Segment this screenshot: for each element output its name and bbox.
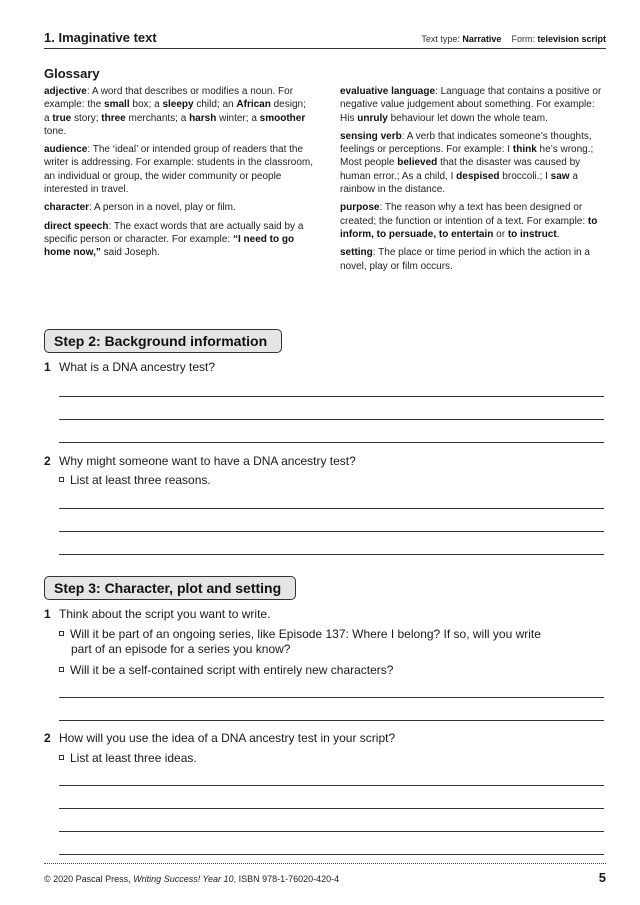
bullet-text: Will it be part of an ongoing series, like Episode 137: Where I belong? If so, will you write bbox=[70, 627, 541, 641]
question-text: Think about the script you want to write. bbox=[59, 607, 271, 621]
book-title: Writing Success! Year 10 bbox=[133, 874, 234, 884]
glossary-entry bbox=[340, 201, 610, 241]
glossary-term: setting bbox=[340, 247, 373, 259]
glossary-definition: : The exact words that are actually said by a specific person or character. For example: “I need to go home now,” said Joseph. bbox=[44, 220, 304, 259]
glossary-definition: : A verb that indicates someone’s thoughts, feelings or perceptions. For example: I think he’s wrong.; Most people believed that the disaster was caused by human error.; As a child, I despised broccoli.; I saw a rainbow in the distance. bbox=[340, 130, 594, 196]
glossary-definition: : The place or time period in which the action in a novel, play or film occurs. bbox=[340, 247, 590, 272]
bullet-text: Will it be a self-contained script with entirely new characters? bbox=[70, 663, 394, 677]
answer-line[interactable] bbox=[59, 419, 604, 420]
copyright bbox=[44, 874, 339, 884]
text-type-value: Narrative bbox=[462, 34, 502, 44]
question-3-2 bbox=[44, 731, 395, 745]
glossary-definition: : The ‘ideal’ or intended group of readers that the writer is addressing. For example: students in the classroom, an individual or group, the wider community or people interested in travel. bbox=[44, 144, 313, 196]
answer-line[interactable] bbox=[59, 720, 604, 721]
glossary-definition: : The reason why a text has been designed or created; the function or intention of a text. For example: to inform, to persuade, to entertain or to instruct. bbox=[340, 202, 598, 240]
question-2-2 bbox=[44, 454, 356, 468]
glossary-entry bbox=[340, 246, 610, 273]
answer-line[interactable] bbox=[59, 396, 604, 397]
glossary-entry bbox=[44, 85, 314, 138]
glossary-term: purpose bbox=[340, 202, 380, 214]
section-title: 1. Imaginative text bbox=[44, 30, 157, 45]
isbn: , ISBN 978-1-76020-420-4 bbox=[233, 874, 340, 884]
glossary-entry bbox=[44, 143, 314, 196]
glossary-term: direct speech bbox=[44, 220, 109, 232]
bullet-text-continued: part of an episode for a series you know? bbox=[71, 642, 291, 656]
question-number: 2 bbox=[44, 731, 51, 745]
copyright-prefix: © 2020 Pascal Press, bbox=[44, 874, 134, 884]
answer-line[interactable] bbox=[59, 508, 604, 509]
answer-line[interactable] bbox=[59, 531, 604, 532]
answer-line[interactable] bbox=[59, 442, 604, 443]
page-header bbox=[44, 28, 606, 49]
answer-line[interactable] bbox=[59, 854, 604, 855]
glossary-column-right bbox=[340, 85, 610, 278]
answer-line[interactable] bbox=[59, 808, 604, 809]
glossary-entry bbox=[340, 85, 610, 125]
question-text: Why might someone want to have a DNA ancestry test? bbox=[59, 454, 356, 468]
glossary-entry bbox=[44, 220, 314, 260]
bullet-item bbox=[59, 627, 604, 657]
page-number: 5 bbox=[598, 870, 606, 885]
bullet-text: List at least three reasons. bbox=[70, 473, 211, 487]
question-text: What is a DNA ancestry test? bbox=[59, 360, 216, 374]
glossary-heading: Glossary bbox=[44, 66, 100, 81]
bullet-square-icon bbox=[59, 755, 64, 760]
glossary-definition: : Language that contains a positive or negative value judgement about something. For example: His unruly behaviour let down the whole team. bbox=[340, 86, 602, 124]
page-footer bbox=[44, 870, 606, 885]
glossary-term: evaluative language bbox=[340, 86, 436, 97]
answer-line[interactable] bbox=[59, 697, 604, 698]
answer-line[interactable] bbox=[59, 831, 604, 832]
glossary-entry bbox=[44, 201, 314, 214]
bullet-item bbox=[59, 473, 604, 488]
step-3-heading: Step 3: Character, plot and setting bbox=[44, 576, 296, 600]
bullet-square-icon bbox=[59, 477, 64, 482]
glossary-term: sensing verb bbox=[340, 130, 402, 142]
bullet-square-icon bbox=[59, 631, 64, 636]
footer-divider bbox=[44, 863, 606, 864]
question-text: How will you use the idea of a DNA ancestry test in your script? bbox=[59, 731, 396, 745]
glossary-term: character bbox=[44, 202, 90, 214]
form-label: Form: bbox=[511, 34, 535, 44]
answer-line[interactable] bbox=[59, 554, 604, 555]
text-type-label: Text type: bbox=[421, 34, 460, 44]
answer-line[interactable] bbox=[59, 785, 604, 786]
bullet-text: List at least three ideas. bbox=[70, 751, 197, 765]
step-2-heading: Step 2: Background information bbox=[44, 329, 282, 353]
glossary-term: adjective bbox=[44, 86, 87, 97]
bullet-item bbox=[59, 751, 604, 766]
glossary-definition: : A word that describes or modifies a noun. For example: the small box; a sleepy child; an African design; a true story; three merchants; a harsh winter; a smoother tone. bbox=[44, 86, 306, 137]
glossary-entry bbox=[340, 130, 610, 196]
question-number: 2 bbox=[44, 454, 51, 468]
question-number: 1 bbox=[44, 607, 51, 621]
question-3-1 bbox=[44, 607, 270, 621]
form-value: television script bbox=[537, 34, 606, 44]
glossary-term: audience bbox=[44, 144, 88, 156]
text-type-form bbox=[421, 34, 606, 48]
question-number: 1 bbox=[44, 360, 51, 374]
bullet-item bbox=[59, 663, 604, 678]
glossary bbox=[44, 66, 610, 278]
glossary-definition: : A person in a novel, play or film. bbox=[89, 202, 236, 214]
question-2-1 bbox=[44, 360, 215, 374]
glossary-column-left bbox=[44, 85, 314, 278]
bullet-square-icon bbox=[59, 667, 64, 672]
